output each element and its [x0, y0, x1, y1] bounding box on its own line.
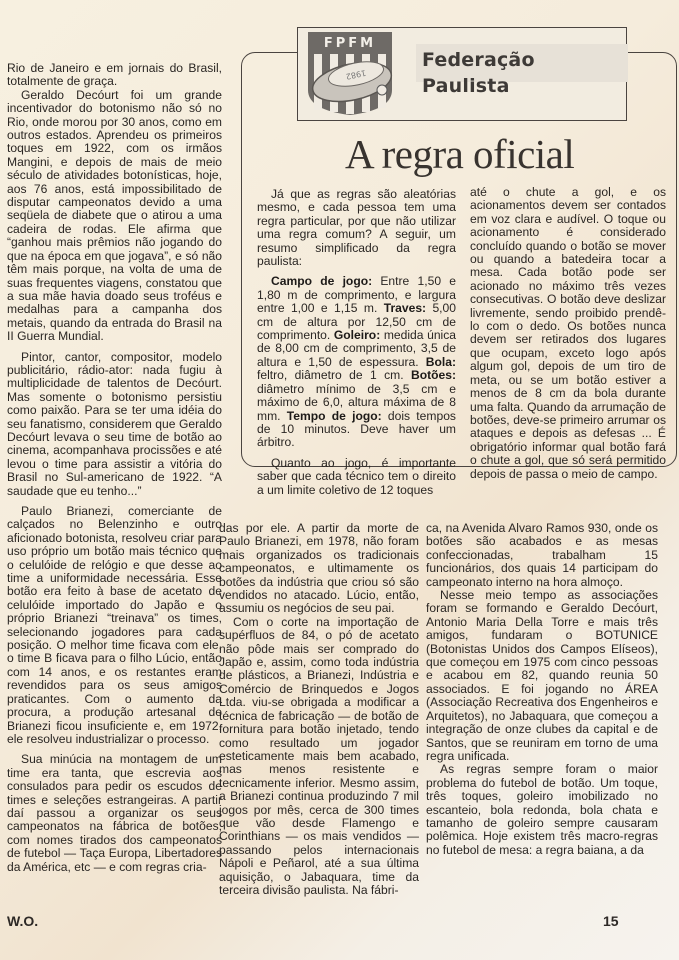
rule-label: Campo de jogo:: [271, 274, 373, 289]
rule-text: feltro, diâmetro de 1 cm.: [257, 368, 411, 383]
rule-label: Bola:: [425, 354, 456, 369]
logo-year: 1982: [345, 67, 367, 82]
paragraph: Sua minúcia na montagem de um time era tanta, que escrevia aos consulados para pedir os escudos de times e seleções estrangeiras. A partir daí passou a organizar os seus campeonatos na fábrica de botões, com nomes tirados dos campeonatos de futebol — Taça Europa, Libertadores da América, etc — e com regras cria-: [7, 752, 222, 874]
game-paragraph: Quanto ao jogo, é importante saber que cada técnico tem o direito a um limite coletivo de 12 toques: [257, 455, 456, 497]
paragraph: Nesse meio tempo as associações foram se formando e Geraldo Decóurt, Antonio Maria Della Torre e mais três amigos, fundaram o BOTUNICE (Botonistas Unidos dos Campos Elíseos), que começou em 1975 com cinco pessoas e acabou em 82, quando reunia 50 associados. E foi jogando no ÁREA (Associação Recreativa dos Engenheiros e Arquitetos), no Jabaquara, que começou a integração de onze clubes da capital e de Santos, que se reuniram em torno de uma regra unificada.: [426, 588, 658, 763]
rule-text: medida única de 8,00 cm de comprimento, 3,5 de altura e 1,50 de espessura.: [257, 328, 456, 369]
intro-paragraph: Já que as regras são aleatórias mesmo, e cada pessoa tem uma regra particular, por que não utilizar uma regra comum? A seguir, um resumo simplificado da regra paulista:: [257, 187, 456, 269]
rule-label: Botões:: [410, 368, 456, 383]
paragraph: Com o corte na importação de supérfluos de 84, o pó de acetato não pôde mais ser comprado do Japão e, assim, como toda indústria de plásticos, a Brianezi, Indústria e Comércio de Brinquedos e Jogos Ltda. viu-se obrigada a modificar a técnica de fabricação — de botão de fornitura para botão injetado, tendo como resultado um jogador esteticamente mais bem acabado, mas menos resistente e tecnicamente inferior. Mesmo assim, a Brianezi continua produzindo 7 mil jogos por mês, cerca de 300 times que vão desde Flamengo e Corinthians — os mais vendidos — passando pelos internacionais Nápoli e Peñarol, até a sua última aquisição, o Jabaquara, time da terceira divisão paulista. Na fábri-: [219, 614, 419, 897]
game-paragraph-continued: até o chute a gol, e os acionamentos devem ser contados em voz clara e audível. O toque ou acionamento é considerado concluído quando o botão se mover ou quando a batedeira tocar a mesa. Cada botão pode ser acionado no máximo três vezes consecutivas. O botão deve deslizar livremente, sendo proibido prendê-lo com o dedo. Os botões nunca devem ser retirados dos lugares que ocupam, exceto logo após algum gol, depois de um tiro de meta, ou se um botão estiver a menos de 8 cm da bola durante uma falta. Quando da arrumação de botões, deve-se primeiro arrumar os ataques e depois as defesas ... É obrigatório informar qual botão fará o chute a gol, que só será permitido depois de passa o meio de campo.: [470, 185, 666, 481]
federation-header: [297, 27, 627, 121]
fpfm-logo-icon: [304, 30, 396, 116]
rule-column-right: [470, 186, 666, 481]
magazine-name: W.O.: [7, 913, 39, 929]
rule-label: Goleiro:: [333, 328, 381, 343]
rule-column-left: [257, 188, 456, 497]
rule-headline: A regra oficial: [345, 131, 575, 177]
paragraph: Paulo Brianezi, comerciante de calçados no Belenzinho e outro aficionado botonista, resolveu criar para uso próprio um botão mais técnico que o celulóide de relógio e que desse ao time a uniformidade necessária. Esse botão era feito à base de acetato de celulóide importado do Japão e o próprio Brianezi “treinava” os times, selecionando jogadores para cada posição. O melhor time ficava com ele, o time B ficava para o filho Lúcio, então com 14 anos, e os restantes eram revendidos para os seus amigos praticantes. Com o aumento da procura, a produção artesanal de Brianezi ficou insuficiente e, em 1972, ele resolveu industrializar o processo.: [7, 504, 222, 746]
right-article-column: [426, 522, 658, 857]
middle-article-column: [219, 522, 419, 897]
rules-paragraph: [257, 275, 456, 449]
rule-text: Entre 1,50 e 1,80 m de comprimento, e largura entre 1,00 e 1,15 m.: [257, 274, 456, 316]
logo-letters: FPFM: [323, 36, 377, 51]
rule-text: dois tempos de 10 minutos. Deve haver um árbitro.: [257, 408, 456, 450]
paragraph: Rio de Janeiro e em jornais do Brasil, totalmente de graça.: [7, 61, 222, 89]
paragraph: As regras sempre foram o maior problema do futebol de botão. Um toque, três toques, goleiro imobilizado no escanteio, bola redonda, bola chata e tamanho de goleiro sempre causaram polêmica. Hoje existem três macro-regras no futebol de mesa: a regra baiana, a da: [426, 762, 658, 857]
rule-text: 5,00 cm de altura por 12,50 cm de comprimento.: [257, 301, 456, 343]
paragraph: Pintor, cantor, compositor, modelo publicitário, rádio-ator: nada fugiu à multiplicidade de talentos de Decóurt. Mas somente o botonismo persistiu como paixão. Para se ter uma idéia do seu fanatismo, considerem que Geraldo Decóurt levava o seu time de botão ao cinema, acompanhava procissões e até levou o time para assistir a vitória do Brasil no Sul-americano de 1922. “A saudade que eu tenho...”: [7, 349, 222, 498]
paragraph: Geraldo Decóurt foi um grande incentivador do botonismo não só no Rio, onde morou por 30 anos, como em outros estados. Aprendeu os primeiros toques em 1922, com os irmãos Mangini, e depois de mais de meio século de atividades botonísticas, hoje, aos 76 anos, está impossibilitado de disputar campeonatos devido a uma seqüela de diabete que o atirou a uma cadeira de rodas. Ele afirma que “ganhou mais prêmios não jogando do que na época em que jogava”, e só não têm mais porque, na volta de uma de suas frequentes viagens, constatou que a sua mãe havia doado seus troféus e medalhas para a campanha dos metais, quando da entrada do Brasil na II Guerra Mundial.: [7, 87, 222, 344]
paragraph: ca, na Avenida Alvaro Ramos 930, onde os botões são acabados e as mesas confeccionadas, trabalham 15 funcionários, dos quais 14 participam do campeonato interno na hora almoço.: [426, 521, 658, 589]
rule-label: Tempo de jogo:: [286, 408, 382, 423]
paragraph: das por ele. A partir da morte de Paulo Brianezi, em 1978, não foram mais organizados os tradicionais campeonatos, e ultimamente os botões da indústria que criou só são vendidos no atacado. Lúcio, então, assumiu os negócios de seu pai.: [219, 521, 419, 616]
left-article-column: [7, 62, 222, 874]
rule-label: Traves:: [383, 301, 427, 316]
page-number: 15: [603, 913, 619, 929]
federation-title: Federação Paulista: [416, 44, 628, 82]
rule-text: diâmetro mínimo de 3,5 cm e máximo de 6,0, altura máxima de 8 mm.: [257, 381, 456, 423]
